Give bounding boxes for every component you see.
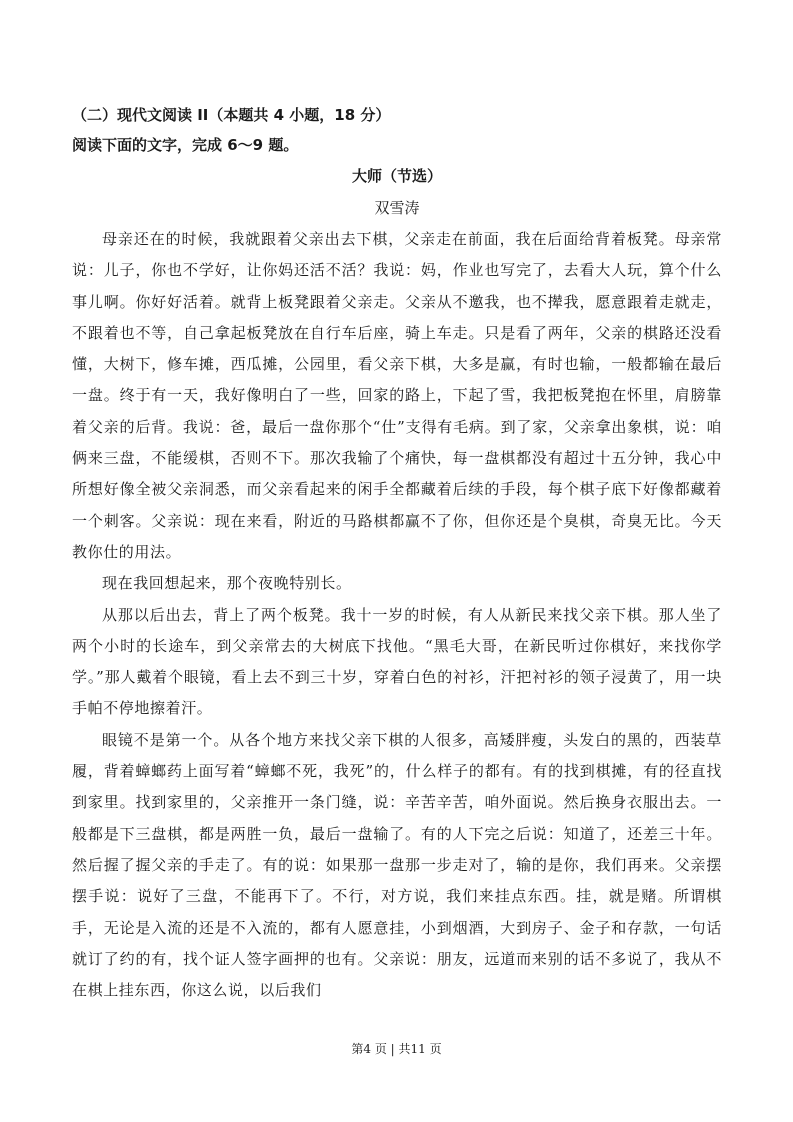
page-footer: 第4 页 | 共11 页 xyxy=(351,1042,442,1056)
article-paragraph-1: 母亲还在的时候，我就跟着父亲出去下棋，父亲走在前面，我在后面给背着板凳。母亲常说：儿子，你也不学好，让你妈还活不活？我说：妈，作业也写完了，去看大人玩，算个什么事儿啊。你好好活着。就背上板凳跟着父亲走。父亲从不邀我，也不撵我，愿意跟着走就走，不跟着也不等，自己拿起板凳放在自行车后座，骑上车走。只是看了两年，父亲的棋路还没看懂，大树下，修车摊，西瓜摊，公园里，看父亲下棋，大多是赢，有时也输，一般都输在最后一盘。终于有一天，我好像明白了一些，回家的路上，下起了雪，我把板凳抱在怀里，肩膀靠着父亲的后背。我说：爸，最后一盘你那个“仕”支得有毛病。到了家，父亲拿出象棋，说：咱俩来三盘，不能缓棋，否则不下。那次我输了个痛快，每一盘棋都没有超过十五分钟，我心中所想好像全被父亲洞悉，而父亲看起来的闲手全都藏着后续的手段，每个棋子底下好像都藏着一个刺客。父亲说：现在来看，附近的马路棋都赢不了你，但你还是个臭棋，奇臭无比。今天教你仕的用法。 xyxy=(72,230,722,561)
page-content xyxy=(72,100,722,1006)
article-paragraph-2: 现在我回想起来，那个夜晚特别长。 xyxy=(102,574,352,593)
article-title: 大师（节选） xyxy=(351,167,442,185)
reading-instruction: 阅读下面的文字，完成 6～9 题。 xyxy=(72,136,299,154)
article-paragraph-4: 眼镜不是第一个。从各个地方来找父亲下棋的人很多，高矮胖瘦，头发白的黑的，西装草履，背着蟑螂药上面写着“蟑螂不死，我死”的，什么样子的都有。有的找到棋摊，有的径直找到家里。找到家里的，父亲推开一条门缝，说：辛苦辛苦，咱外面说。然后换身衣服出去。一般都是下三盘棋，都是两胜一负，最后一盘输了。有的人下完之后说：知道了，还差三十年。然后握了握父亲的手走了。有的说：如果那一盘那一步走对了，输的是你，我们再来。父亲摆摆手说：说好了三盘，不能再下了。不行，对方说，我们来挂点东西。挂，就是赌。所谓棋手，无论是入流的还是不入流的，都有人愿意挂，小到烟酒，大到房子、金子和存款，一句话就订了约的有，找个证人签字画押的也有。父亲说：朋友，远道而来别的话不多说了，我从不在棋上挂东西，你这么说，以后我们 xyxy=(72,730,722,1000)
article-author: 双雪涛 xyxy=(374,199,420,217)
section-heading: （二）现代文阅读 II（本题共 4 小题，18 分） xyxy=(72,106,391,124)
article-paragraph-3: 从那以后出去，背上了两个板凳。我十一岁的时候，有人从新民来找父亲下棋。那人坐了两个小时的长途车，到父亲常去的大树底下找他。“黑毛大哥，在新民听过你棋好，来找你学学。”那人戴着个眼镜，看上去不到三十岁，穿着白色的衬衫，汗把衬衫的领子浸黄了，用一块手帕不停地擦着汗。 xyxy=(72,605,722,718)
